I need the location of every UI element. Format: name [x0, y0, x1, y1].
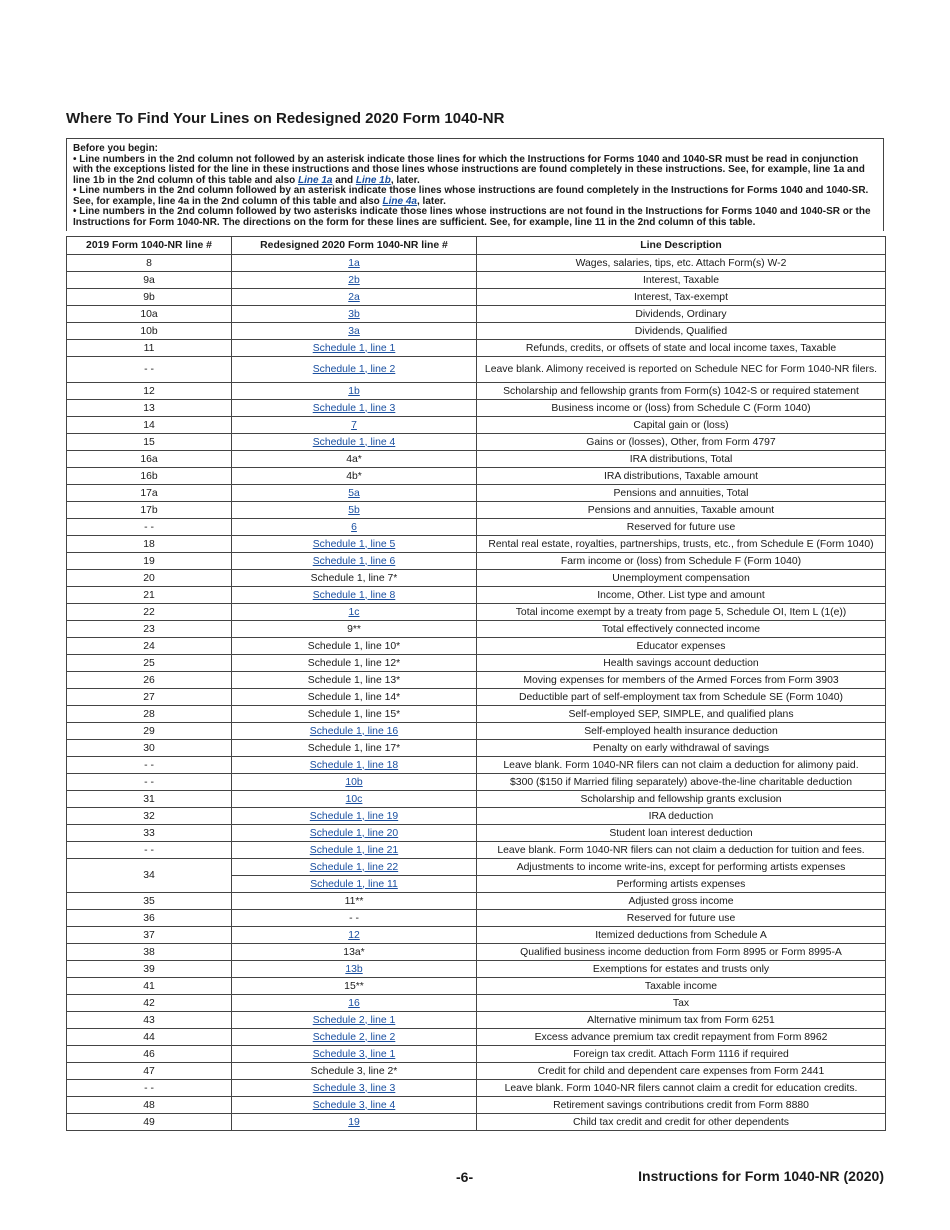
cell-2020-line: [232, 1114, 477, 1131]
cell-2019-line: 12: [67, 383, 232, 400]
cell-2020-line: [232, 468, 477, 485]
cell-2019-line: 33: [67, 825, 232, 842]
cell-2020-line: [232, 289, 477, 306]
cell-2019-line: 34: [67, 859, 232, 893]
intro-heading: Before you begin:: [73, 143, 159, 154]
cell-line-description: Credit for child and dependent care expenses from Form 2441: [477, 1063, 886, 1080]
line-link[interactable]: Schedule 1, line 1: [312, 342, 396, 354]
cell-line-description: Self-employed SEP, SIMPLE, and qualified plans: [477, 706, 886, 723]
intro-bullet-1-end: , later.: [390, 174, 420, 186]
line-link[interactable]: Schedule 3, line 4: [312, 1099, 396, 1111]
cell-2020-line: [232, 961, 477, 978]
line-link[interactable]: Schedule 3, line 3: [312, 1082, 396, 1094]
line-link[interactable]: 19: [348, 1116, 360, 1128]
table-row: [67, 927, 886, 944]
line-text: Schedule 1, line 10*: [307, 640, 401, 652]
cell-2020-line: [232, 357, 477, 383]
cell-2020-line: [232, 774, 477, 791]
cell-2019-line: 23: [67, 621, 232, 638]
cell-2019-line: 36: [67, 910, 232, 927]
cell-line-description: Alternative minimum tax from Form 6251: [477, 1012, 886, 1029]
line-1b-link[interactable]: Line 1b: [355, 174, 391, 186]
cell-2019-line: - -: [67, 842, 232, 859]
intro-bullet-1: [73, 155, 877, 187]
table-row: [67, 400, 886, 417]
cell-2019-line: - -: [67, 774, 232, 791]
header-2019-line: 2019 Form 1040-NR line #: [67, 237, 232, 255]
table-row: [67, 468, 886, 485]
table-row: [67, 434, 886, 451]
cell-line-description: Leave blank. Alimony received is reported on Schedule NEC for Form 1040-NR filers.: [477, 357, 886, 383]
cell-2020-line: [232, 417, 477, 434]
cell-2020-line: [232, 978, 477, 995]
cell-2020-line: [232, 740, 477, 757]
cell-2019-line: 17a: [67, 485, 232, 502]
line-link[interactable]: 2a: [348, 291, 360, 303]
cell-2020-line: [232, 859, 477, 876]
table-row: [67, 1114, 886, 1131]
line-text: Schedule 1, line 14*: [307, 691, 401, 703]
cell-line-description: Performing artists expenses: [477, 876, 886, 893]
line-text: Schedule 1, line 12*: [307, 657, 401, 669]
intro-bullet-2-end: , later.: [417, 195, 446, 207]
cell-2019-line: 31: [67, 791, 232, 808]
cell-line-description: Adjusted gross income: [477, 893, 886, 910]
table-header-row: [67, 237, 886, 255]
line-link[interactable]: 7: [351, 419, 357, 431]
intro-bullet-1-mid: and: [332, 174, 356, 186]
line-link[interactable]: Schedule 1, line 21: [309, 844, 399, 856]
table-row: [67, 383, 886, 400]
cell-2020-line: [232, 723, 477, 740]
line-link[interactable]: 1b: [348, 385, 360, 397]
cell-2020-line: [232, 1063, 477, 1080]
line-link[interactable]: Schedule 1, line 19: [309, 810, 399, 822]
cell-2020-line: [232, 272, 477, 289]
table-row: [67, 255, 886, 272]
line-link[interactable]: Schedule 1, line 8: [312, 589, 396, 601]
footer-doc-title: Instructions for Form 1040-NR (2020): [638, 1168, 884, 1184]
cell-2019-line: - -: [67, 757, 232, 774]
cell-line-description: Adjustments to income write-ins, except for performing artists expenses: [477, 859, 886, 876]
cell-2020-line: [232, 893, 477, 910]
cell-2020-line: [232, 672, 477, 689]
cell-line-description: Capital gain or (loss): [477, 417, 886, 434]
line-text: 15**: [344, 980, 364, 992]
table-row: [67, 706, 886, 723]
table-row: [67, 910, 886, 927]
cell-2019-line: 13: [67, 400, 232, 417]
table-row: [67, 825, 886, 842]
table-row: [67, 791, 886, 808]
line-link[interactable]: 10c: [345, 793, 363, 805]
table-row: [67, 570, 886, 587]
cell-2020-line: [232, 485, 477, 502]
cell-2019-line: 27: [67, 689, 232, 706]
line-link[interactable]: 6: [351, 521, 357, 533]
table-row: [67, 340, 886, 357]
table-row: [67, 1080, 886, 1097]
table-row: [67, 978, 886, 995]
cell-line-description: Retirement savings contributions credit from Form 8880: [477, 1097, 886, 1114]
line-link[interactable]: 5a: [348, 487, 360, 499]
cell-line-description: Self-employed health insurance deduction: [477, 723, 886, 740]
cell-line-description: Leave blank. Form 1040-NR filers can not claim a deduction for tuition and fees.: [477, 842, 886, 859]
table-row: [67, 536, 886, 553]
line-link[interactable]: Schedule 3, line 1: [312, 1048, 396, 1060]
line-link[interactable]: Schedule 1, line 16: [309, 725, 399, 737]
cell-line-description: Interest, Taxable: [477, 272, 886, 289]
table-row: [67, 638, 886, 655]
table-row: [67, 689, 886, 706]
cell-2020-line: [232, 400, 477, 417]
table-row: [67, 672, 886, 689]
cell-line-description: Reserved for future use: [477, 519, 886, 536]
cell-line-description: Deductible part of self-employment tax from Schedule SE (Form 1040): [477, 689, 886, 706]
line-link[interactable]: Schedule 1, line 5: [312, 538, 396, 550]
cell-2019-line: 15: [67, 434, 232, 451]
cell-2020-line: [232, 434, 477, 451]
cell-line-description: Foreign tax credit. Attach Form 1116 if required: [477, 1046, 886, 1063]
cell-2020-line: [232, 757, 477, 774]
cell-2020-line: [232, 553, 477, 570]
table-row: [67, 961, 886, 978]
cell-2020-line: [232, 706, 477, 723]
cell-2019-line: 26: [67, 672, 232, 689]
cell-2020-line: [232, 689, 477, 706]
cell-line-description: Scholarship and fellowship grants exclusion: [477, 791, 886, 808]
line-4a-link[interactable]: Line 4a: [382, 195, 417, 207]
cell-2019-line: 24: [67, 638, 232, 655]
table-row: [67, 774, 886, 791]
cell-2019-line: 38: [67, 944, 232, 961]
cell-line-description: Scholarship and fellowship grants from Form(s) 1042-S or required statement: [477, 383, 886, 400]
line-link[interactable]: 3b: [348, 308, 360, 320]
line-link[interactable]: Schedule 1, line 6: [312, 555, 396, 567]
cell-2019-line: 25: [67, 655, 232, 672]
cell-2019-line: 22: [67, 604, 232, 621]
cell-2019-line: 10a: [67, 306, 232, 323]
cell-2020-line: [232, 340, 477, 357]
cell-2019-line: 32: [67, 808, 232, 825]
cell-line-description: Tax: [477, 995, 886, 1012]
cell-line-description: Business income or (loss) from Schedule C (Form 1040): [477, 400, 886, 417]
table-row: [67, 944, 886, 961]
line-mapping-table: [66, 236, 886, 1131]
table-row: [67, 553, 886, 570]
cell-2020-line: [232, 621, 477, 638]
cell-line-description: Pensions and annuities, Taxable amount: [477, 502, 886, 519]
cell-2019-line: 17b: [67, 502, 232, 519]
cell-2020-line: [232, 791, 477, 808]
page-title: Where To Find Your Lines on Redesigned 2020 Form 1040-NR: [66, 110, 505, 127]
cell-line-description: Qualified business income deduction from Form 8995 or Form 8995-A: [477, 944, 886, 961]
cell-line-description: Refunds, credits, or offsets of state and local income taxes, Taxable: [477, 340, 886, 357]
line-link[interactable]: Schedule 1, line 3: [312, 402, 396, 414]
table-row: [67, 1063, 886, 1080]
cell-line-description: Taxable income: [477, 978, 886, 995]
cell-2020-line: [232, 655, 477, 672]
line-text: Schedule 1, line 7*: [310, 572, 398, 584]
cell-2020-line: [232, 519, 477, 536]
cell-line-description: Unemployment compensation: [477, 570, 886, 587]
cell-2019-line: 42: [67, 995, 232, 1012]
line-link[interactable]: 5b: [348, 504, 360, 516]
cell-2020-line: [232, 383, 477, 400]
line-text: 4a*: [346, 453, 362, 465]
cell-line-description: Penalty on early withdrawal of savings: [477, 740, 886, 757]
cell-2020-line: [232, 1012, 477, 1029]
intro-bullet-1-text: • Line numbers in the 2nd column not followed by an asterisk indicate those lines for which the Instructions for Forms 1040 and 1040-SR must be read in conjunction with the exceptions listed for the line in these instructions and those lines whose instructions are found completely in these instructions. See, for example, line 1a and line 1b in the 2nd column of this table and also: [73, 153, 865, 186]
table-row: [67, 587, 886, 604]
header-line-description: Line Description: [477, 237, 886, 255]
table-row: [67, 604, 886, 621]
cell-line-description: Itemized deductions from Schedule A: [477, 927, 886, 944]
cell-2019-line: 44: [67, 1029, 232, 1046]
cell-2020-line: [232, 1097, 477, 1114]
table-row: [67, 519, 886, 536]
line-link[interactable]: 12: [348, 929, 360, 941]
cell-2019-line: 46: [67, 1046, 232, 1063]
cell-line-description: Educator expenses: [477, 638, 886, 655]
line-link[interactable]: 1a: [348, 257, 360, 269]
cell-line-description: IRA distributions, Taxable amount: [477, 468, 886, 485]
cell-2019-line: 9b: [67, 289, 232, 306]
table-row: [67, 357, 886, 383]
line-text: 13a*: [343, 946, 365, 958]
table-row: [67, 655, 886, 672]
table-row: [67, 1097, 886, 1114]
cell-2019-line: 48: [67, 1097, 232, 1114]
cell-2019-line: - -: [67, 1080, 232, 1097]
cell-line-description: IRA distributions, Total: [477, 451, 886, 468]
cell-2020-line: [232, 306, 477, 323]
line-link[interactable]: Schedule 1, line 2: [312, 363, 396, 375]
line-link[interactable]: Schedule 1, line 4: [312, 436, 396, 448]
cell-2019-line: 47: [67, 1063, 232, 1080]
cell-line-description: Student loan interest deduction: [477, 825, 886, 842]
line-link[interactable]: 16: [348, 997, 360, 1009]
table-row: [67, 323, 886, 340]
line-text: 9**: [347, 623, 361, 635]
cell-2019-line: 29: [67, 723, 232, 740]
cell-2020-line: [232, 1046, 477, 1063]
cell-line-description: Rental real estate, royalties, partnerships, trusts, etc., from Schedule E (Form 1040): [477, 536, 886, 553]
cell-2019-line: 10b: [67, 323, 232, 340]
cell-2020-line: [232, 570, 477, 587]
table-row: [67, 417, 886, 434]
table-row: [67, 740, 886, 757]
cell-line-description: Excess advance premium tax credit repayment from Form 8962: [477, 1029, 886, 1046]
table-row: [67, 272, 886, 289]
cell-2020-line: [232, 1029, 477, 1046]
line-text: Schedule 1, line 17*: [307, 742, 401, 754]
table-row: [67, 723, 886, 740]
cell-line-description: Pensions and annuities, Total: [477, 485, 886, 502]
intro-bullet-2-text: • Line numbers in the 2nd column followed by an asterisk indicate those lines whose instructions are found completely in the Instructions for Forms 1040 and 1040-SR. See, for example, line 4a in the 2nd column of this table and also: [73, 185, 869, 207]
cell-2020-line: [232, 944, 477, 961]
cell-line-description: Farm income or (loss) from Schedule F (Form 1040): [477, 553, 886, 570]
table-row: [67, 842, 886, 859]
cell-line-description: Total income exempt by a treaty from page 5, Schedule OI, Item L (1(e)): [477, 604, 886, 621]
cell-2020-line: [232, 451, 477, 468]
page-number: -6-: [456, 1169, 474, 1185]
cell-2019-line: 39: [67, 961, 232, 978]
cell-2020-line: [232, 910, 477, 927]
cell-2019-line: 43: [67, 1012, 232, 1029]
cell-line-description: Health savings account deduction: [477, 655, 886, 672]
cell-2019-line: 20: [67, 570, 232, 587]
cell-2020-line: [232, 323, 477, 340]
intro-bullet-2: [73, 186, 877, 207]
cell-2019-line: 14: [67, 417, 232, 434]
cell-2020-line: [232, 536, 477, 553]
line-link[interactable]: Schedule 1, line 20: [309, 827, 399, 839]
cell-2019-line: - -: [67, 519, 232, 536]
cell-2019-line: 35: [67, 893, 232, 910]
line-link[interactable]: Schedule 1, line 22: [309, 861, 399, 873]
cell-2020-line: [232, 825, 477, 842]
line-link[interactable]: Schedule 2, line 1: [312, 1014, 396, 1026]
line-text: - -: [349, 912, 359, 924]
cell-2019-line: 28: [67, 706, 232, 723]
line-link[interactable]: Schedule 2, line 2: [312, 1031, 396, 1043]
intro-box: [66, 138, 884, 231]
cell-2019-line: 30: [67, 740, 232, 757]
cell-2020-line: [232, 604, 477, 621]
table-row: [67, 1012, 886, 1029]
cell-2019-line: 16a: [67, 451, 232, 468]
line-link[interactable]: 1c: [348, 606, 360, 618]
table-row: [67, 1046, 886, 1063]
cell-line-description: Dividends, Ordinary: [477, 306, 886, 323]
cell-line-description: Exemptions for estates and trusts only: [477, 961, 886, 978]
cell-line-description: Reserved for future use: [477, 910, 886, 927]
cell-2020-line: [232, 255, 477, 272]
cell-2020-line: [232, 995, 477, 1012]
line-link[interactable]: 13b: [345, 963, 363, 975]
cell-line-description: $300 ($150 if Married filing separately) above-the-line charitable deduction: [477, 774, 886, 791]
cell-2019-line: 11: [67, 340, 232, 357]
cell-2019-line: 9a: [67, 272, 232, 289]
line-1a-link[interactable]: Line 1a: [298, 174, 333, 186]
line-text: 11**: [344, 895, 364, 907]
cell-2019-line: 21: [67, 587, 232, 604]
cell-line-description: IRA deduction: [477, 808, 886, 825]
cell-2019-line: 16b: [67, 468, 232, 485]
table-row: [67, 306, 886, 323]
cell-2020-line: [232, 502, 477, 519]
cell-line-description: Wages, salaries, tips, etc. Attach Form(s) W-2: [477, 255, 886, 272]
cell-2020-line: [232, 808, 477, 825]
table-row: [67, 1029, 886, 1046]
cell-line-description: Dividends, Qualified: [477, 323, 886, 340]
cell-2020-line: [232, 587, 477, 604]
table-row: [67, 893, 886, 910]
cell-line-description: Child tax credit and credit for other dependents: [477, 1114, 886, 1131]
table-row: [67, 451, 886, 468]
table-row: [67, 808, 886, 825]
cell-2019-line: 19: [67, 553, 232, 570]
header-2020-line: Redesigned 2020 Form 1040-NR line #: [232, 237, 477, 255]
intro-bullet-3: • Line numbers in the 2nd column followed by two asterisks indicate those lines whose instructions are not found in the Instructions for Forms 1040 and 1040-SR or the Instructions for Form 1040-NR. The directions on the form for these lines are sufficient. See, for example, line 11 in the 2nd column of this table.: [73, 206, 871, 228]
table-row: [67, 502, 886, 519]
table-row: [67, 757, 886, 774]
table-row: [67, 995, 886, 1012]
line-link[interactable]: Schedule 1, line 18: [309, 759, 399, 771]
cell-2019-line: 41: [67, 978, 232, 995]
table-row: [67, 859, 886, 876]
cell-line-description: Total effectively connected income: [477, 621, 886, 638]
line-text: Schedule 3, line 2*: [310, 1065, 398, 1077]
cell-line-description: Interest, Tax-exempt: [477, 289, 886, 306]
line-text: Schedule 1, line 15*: [307, 708, 401, 720]
cell-line-description: Gains or (losses), Other, from Form 4797: [477, 434, 886, 451]
cell-line-description: Moving expenses for members of the Armed Forces from Form 3903: [477, 672, 886, 689]
line-link[interactable]: 3a: [348, 325, 360, 337]
cell-2019-line: - -: [67, 357, 232, 383]
line-link[interactable]: Schedule 1, line 11: [310, 878, 398, 890]
cell-2019-line: 18: [67, 536, 232, 553]
cell-line-description: Leave blank. Form 1040-NR filers can not claim a deduction for alimony paid.: [477, 757, 886, 774]
cell-2019-line: 49: [67, 1114, 232, 1131]
line-link[interactable]: 10b: [345, 776, 363, 788]
line-text: 4b*: [346, 470, 362, 482]
line-link[interactable]: 2b: [348, 274, 360, 286]
cell-2020-line: [232, 1080, 477, 1097]
table-row: [67, 621, 886, 638]
cell-2020-line: [232, 638, 477, 655]
cell-2020-line: [232, 876, 477, 893]
cell-2019-line: 37: [67, 927, 232, 944]
cell-2020-line: [232, 842, 477, 859]
cell-line-description: Income, Other. List type and amount: [477, 587, 886, 604]
line-text: Schedule 1, line 13*: [307, 674, 401, 686]
cell-line-description: Leave blank. Form 1040-NR filers cannot claim a credit for education credits.: [477, 1080, 886, 1097]
table-row: [67, 485, 886, 502]
cell-2019-line: 8: [67, 255, 232, 272]
table-row: [67, 289, 886, 306]
cell-2020-line: [232, 927, 477, 944]
